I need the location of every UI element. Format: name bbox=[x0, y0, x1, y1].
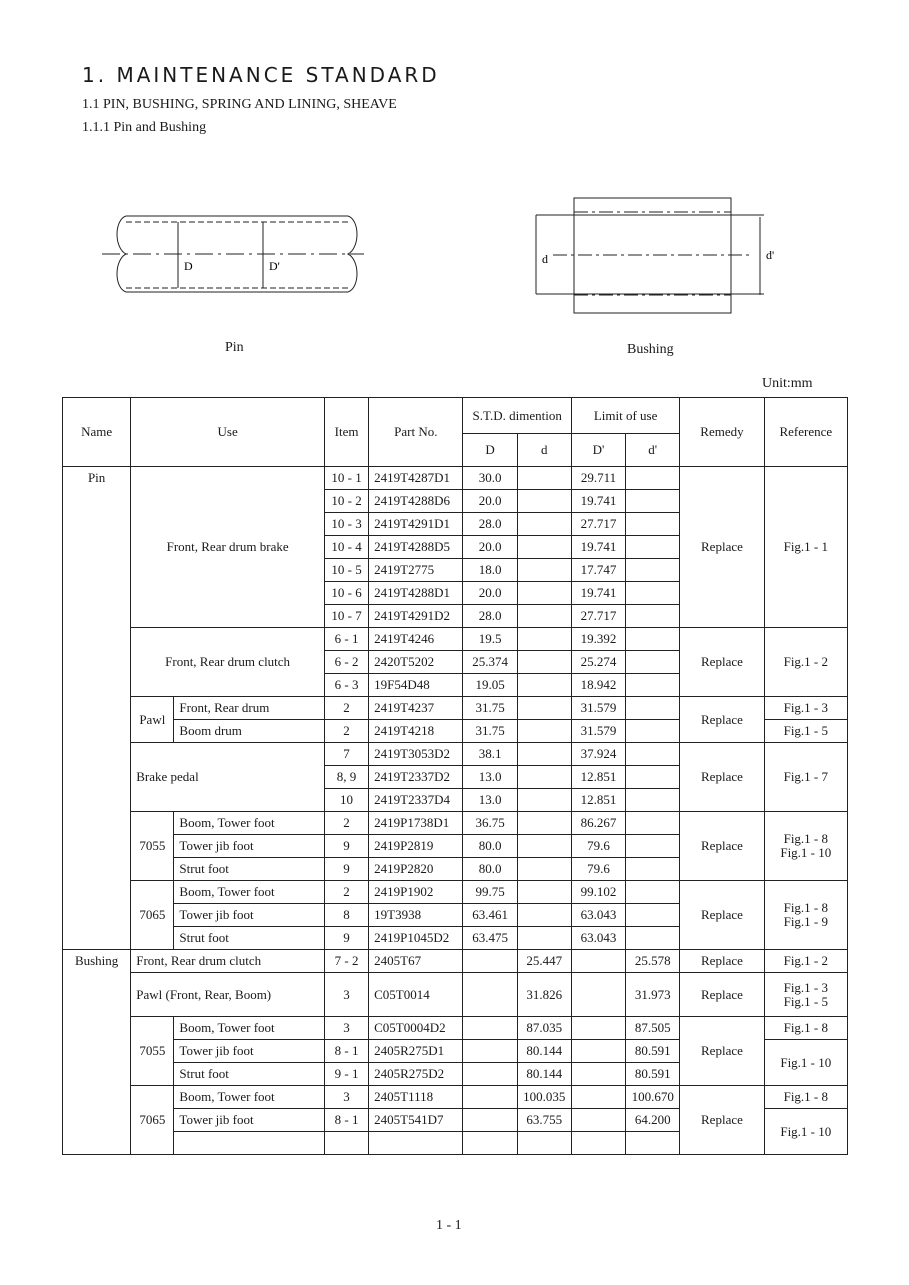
header-Dprime: D' bbox=[571, 434, 625, 467]
remedy-cell: Replace bbox=[680, 1017, 764, 1086]
header-reference: Reference bbox=[764, 398, 847, 467]
cell-Dprime: 37.924 bbox=[571, 743, 625, 766]
cell-D bbox=[463, 1017, 517, 1040]
cell-Dprime: 79.6 bbox=[571, 835, 625, 858]
cell-part: 2419T4291D1 bbox=[369, 513, 463, 536]
cell-item: 9 bbox=[324, 835, 368, 858]
cell-Dprime: 12.851 bbox=[571, 789, 625, 812]
cell-D: 63.475 bbox=[463, 927, 517, 950]
use-strut-foot: Strut foot bbox=[174, 1063, 325, 1086]
reference-cell: Fig.1 - 8 bbox=[764, 1086, 847, 1109]
cell-part: 2419T4218 bbox=[369, 720, 463, 743]
cell-d bbox=[517, 467, 571, 490]
cell-part: 2419T4291D2 bbox=[369, 605, 463, 628]
pin-diagram bbox=[100, 208, 370, 303]
use-tower-jib-foot: Tower jib foot bbox=[174, 904, 325, 927]
cell-D: 20.0 bbox=[463, 536, 517, 559]
cell-part: C05T0014 bbox=[369, 973, 463, 1017]
empty-cell bbox=[324, 1132, 368, 1155]
cell-d bbox=[517, 904, 571, 927]
cell-part: 2419T4288D1 bbox=[369, 582, 463, 605]
cell-D bbox=[463, 1040, 517, 1063]
cell-dprime: 80.591 bbox=[626, 1063, 680, 1086]
bushing-label-d: d bbox=[542, 252, 548, 266]
remedy-cell: Replace bbox=[680, 467, 764, 628]
cell-Dprime: 25.274 bbox=[571, 651, 625, 674]
cell-part: 2419T4288D6 bbox=[369, 490, 463, 513]
remedy-cell: Replace bbox=[680, 743, 764, 812]
cell-part: 2405R275D1 bbox=[369, 1040, 463, 1063]
model-7065: 7065 bbox=[131, 1086, 174, 1155]
cell-item: 7 - 2 bbox=[324, 950, 368, 973]
cell-item: 3 bbox=[324, 1017, 368, 1040]
subsection-heading: 1.1.1 Pin and Bushing bbox=[82, 120, 207, 135]
cell-d: 25.447 bbox=[517, 950, 571, 973]
cell-dprime bbox=[626, 697, 680, 720]
cell-dprime: 100.670 bbox=[626, 1086, 680, 1109]
empty-cell bbox=[517, 1132, 571, 1155]
table-row bbox=[63, 881, 848, 904]
cell-dprime bbox=[626, 559, 680, 582]
cell-dprime bbox=[626, 858, 680, 881]
cell-item: 8 - 1 bbox=[324, 1109, 368, 1132]
table-row bbox=[63, 812, 848, 835]
cell-D bbox=[463, 1086, 517, 1109]
cell-Dprime: 86.267 bbox=[571, 812, 625, 835]
cell-d bbox=[517, 812, 571, 835]
cell-Dprime: 27.717 bbox=[571, 513, 625, 536]
header-dprime: d' bbox=[626, 434, 680, 467]
cell-item: 6 - 3 bbox=[324, 674, 368, 697]
bushing-label-dprime: d' bbox=[766, 248, 775, 262]
cell-d bbox=[517, 490, 571, 513]
use-tower-jib-foot: Tower jib foot bbox=[174, 1040, 325, 1063]
remedy-cell: Replace bbox=[680, 697, 764, 743]
cell-part: 2419P2820 bbox=[369, 858, 463, 881]
cell-d bbox=[517, 513, 571, 536]
table-row bbox=[63, 1017, 848, 1040]
cell-Dprime bbox=[571, 1040, 625, 1063]
cell-dprime bbox=[626, 536, 680, 559]
reference-cell: Fig.1 - 2 bbox=[764, 628, 847, 697]
cell-Dprime: 19.741 bbox=[571, 582, 625, 605]
remedy-cell: Replace bbox=[680, 950, 764, 973]
header-part-no: Part No. bbox=[369, 398, 463, 467]
cell-D: 20.0 bbox=[463, 582, 517, 605]
cell-d bbox=[517, 674, 571, 697]
use-front-rear-drum-clutch: Front, Rear drum clutch bbox=[131, 628, 325, 697]
cell-D bbox=[463, 950, 517, 973]
header-D: D bbox=[463, 434, 517, 467]
cell-part: 2419P2819 bbox=[369, 835, 463, 858]
cell-dprime: 64.200 bbox=[626, 1109, 680, 1132]
cell-item: 8, 9 bbox=[324, 766, 368, 789]
cell-d bbox=[517, 858, 571, 881]
cell-Dprime: 17.747 bbox=[571, 559, 625, 582]
cell-dprime bbox=[626, 513, 680, 536]
cell-dprime bbox=[626, 720, 680, 743]
cell-dprime bbox=[626, 651, 680, 674]
cell-Dprime: 19.741 bbox=[571, 490, 625, 513]
model-7055: 7055 bbox=[131, 812, 174, 881]
reference-fig-1-9: Fig.1 - 9 bbox=[783, 914, 829, 929]
cell-d bbox=[517, 651, 571, 674]
page-title: 1. MAINTENANCE STANDARD bbox=[82, 63, 440, 87]
header-use: Use bbox=[131, 398, 325, 467]
reference-fig-1-8: Fig.1 - 8 bbox=[783, 900, 829, 915]
cell-D: 19.05 bbox=[463, 674, 517, 697]
header-remedy: Remedy bbox=[680, 398, 764, 467]
cell-part: 2419T2775 bbox=[369, 559, 463, 582]
cell-dprime bbox=[626, 835, 680, 858]
cell-item: 2 bbox=[324, 720, 368, 743]
empty-cell bbox=[463, 1132, 517, 1155]
cell-part: 19T3938 bbox=[369, 904, 463, 927]
cell-D: 28.0 bbox=[463, 513, 517, 536]
cell-item: 8 bbox=[324, 904, 368, 927]
cell-dprime bbox=[626, 605, 680, 628]
cell-D: 63.461 bbox=[463, 904, 517, 927]
cell-d: 31.826 bbox=[517, 973, 571, 1017]
cell-part: 2419T2337D2 bbox=[369, 766, 463, 789]
cell-item: 10 - 6 bbox=[324, 582, 368, 605]
cell-D: 99.75 bbox=[463, 881, 517, 904]
cell-part: 2419T4288D5 bbox=[369, 536, 463, 559]
reference-fig-1-8: Fig.1 - 8 bbox=[783, 831, 829, 846]
cell-d: 80.144 bbox=[517, 1063, 571, 1086]
use-boom-tower-foot: Boom, Tower foot bbox=[174, 812, 325, 835]
use-boom-tower-foot: Boom, Tower foot bbox=[174, 881, 325, 904]
bushing-diagram bbox=[528, 195, 788, 320]
table-row bbox=[63, 743, 848, 766]
cell-D: 18.0 bbox=[463, 559, 517, 582]
cell-D: 31.75 bbox=[463, 720, 517, 743]
cell-dprime: 80.591 bbox=[626, 1040, 680, 1063]
pin-label-Dprime: D' bbox=[269, 259, 280, 273]
table-row bbox=[63, 467, 848, 490]
cell-D: 38.1 bbox=[463, 743, 517, 766]
page-number: 1 - 1 bbox=[436, 1218, 462, 1233]
cell-part: 2405T67 bbox=[369, 950, 463, 973]
cell-dprime bbox=[626, 628, 680, 651]
cell-dprime bbox=[626, 766, 680, 789]
reference-cell bbox=[764, 973, 847, 1017]
cell-dprime bbox=[626, 789, 680, 812]
cell-Dprime bbox=[571, 1063, 625, 1086]
cell-item: 10 - 7 bbox=[324, 605, 368, 628]
section-heading: 1.1 PIN, BUSHING, SPRING AND LINING, SHEAVE bbox=[82, 97, 397, 112]
use-pawl-boom-drum: Boom drum bbox=[174, 720, 325, 743]
table-row bbox=[63, 973, 848, 1017]
cell-d bbox=[517, 927, 571, 950]
cell-dprime bbox=[626, 904, 680, 927]
remedy-cell: Replace bbox=[680, 812, 764, 881]
cell-Dprime bbox=[571, 1086, 625, 1109]
remedy-cell: Replace bbox=[680, 1086, 764, 1155]
cell-d bbox=[517, 582, 571, 605]
cell-item: 6 - 1 bbox=[324, 628, 368, 651]
reference-cell: Fig.1 - 1 bbox=[764, 467, 847, 628]
reference-cell: Fig.1 - 10 bbox=[764, 1109, 847, 1155]
cell-item: 8 - 1 bbox=[324, 1040, 368, 1063]
reference-cell: Fig.1 - 2 bbox=[764, 950, 847, 973]
cell-part: 2419P1045D2 bbox=[369, 927, 463, 950]
cell-d: 80.144 bbox=[517, 1040, 571, 1063]
cell-Dprime: 31.579 bbox=[571, 720, 625, 743]
pin-caption: Pin bbox=[225, 340, 244, 355]
cell-item: 10 - 5 bbox=[324, 559, 368, 582]
reference-cell bbox=[764, 812, 847, 881]
cell-dprime bbox=[626, 812, 680, 835]
cell-dprime bbox=[626, 490, 680, 513]
cell-Dprime: 18.942 bbox=[571, 674, 625, 697]
cell-D: 80.0 bbox=[463, 858, 517, 881]
cell-dprime bbox=[626, 582, 680, 605]
cell-part: 2405T1118 bbox=[369, 1086, 463, 1109]
cell-item: 10 - 1 bbox=[324, 467, 368, 490]
empty-cell bbox=[571, 1132, 625, 1155]
group-pin: Pin bbox=[63, 467, 131, 950]
cell-d bbox=[517, 881, 571, 904]
model-7055: 7055 bbox=[131, 1017, 174, 1086]
cell-item: 9 bbox=[324, 927, 368, 950]
cell-item: 3 bbox=[324, 1086, 368, 1109]
cell-d bbox=[517, 697, 571, 720]
pin-label-D: D bbox=[184, 259, 193, 273]
use-strut-foot: Strut foot bbox=[174, 927, 325, 950]
cell-Dprime: 63.043 bbox=[571, 927, 625, 950]
cell-D: 19.5 bbox=[463, 628, 517, 651]
empty-cell bbox=[626, 1132, 680, 1155]
group-bushing: Bushing bbox=[63, 950, 131, 1155]
cell-part: 2419T4237 bbox=[369, 697, 463, 720]
use-front-rear-drum-brake: Front, Rear drum brake bbox=[131, 467, 325, 628]
cell-Dprime: 63.043 bbox=[571, 904, 625, 927]
cell-D: 28.0 bbox=[463, 605, 517, 628]
maintenance-standard-table bbox=[62, 397, 848, 1155]
cell-Dprime: 27.717 bbox=[571, 605, 625, 628]
use-strut-foot: Strut foot bbox=[174, 858, 325, 881]
table-row bbox=[63, 697, 848, 720]
cell-D: 13.0 bbox=[463, 789, 517, 812]
use-pawl: Pawl bbox=[131, 697, 174, 743]
use-brake-pedal: Brake pedal bbox=[131, 743, 325, 812]
cell-d bbox=[517, 628, 571, 651]
use-boom-tower-foot: Boom, Tower foot bbox=[174, 1017, 325, 1040]
cell-D: 13.0 bbox=[463, 766, 517, 789]
cell-d bbox=[517, 559, 571, 582]
cell-dprime bbox=[626, 881, 680, 904]
empty-cell bbox=[369, 1132, 463, 1155]
cell-Dprime: 19.392 bbox=[571, 628, 625, 651]
cell-Dprime bbox=[571, 950, 625, 973]
bushing-caption: Bushing bbox=[627, 342, 674, 357]
table-row bbox=[63, 628, 848, 651]
cell-dprime: 87.505 bbox=[626, 1017, 680, 1040]
cell-D bbox=[463, 1109, 517, 1132]
cell-part: 2419T4246 bbox=[369, 628, 463, 651]
cell-d bbox=[517, 743, 571, 766]
cell-dprime: 31.973 bbox=[626, 973, 680, 1017]
cell-Dprime: 12.851 bbox=[571, 766, 625, 789]
cell-part: 2419T3053D2 bbox=[369, 743, 463, 766]
use-front-rear-drum-clutch: Front, Rear drum clutch bbox=[131, 950, 325, 973]
cell-Dprime: 19.741 bbox=[571, 536, 625, 559]
cell-item: 9 bbox=[324, 858, 368, 881]
cell-item: 2 bbox=[324, 812, 368, 835]
table-row bbox=[63, 950, 848, 973]
cell-part: 2419P1738D1 bbox=[369, 812, 463, 835]
header-item: Item bbox=[324, 398, 368, 467]
unit-label: Unit:mm bbox=[762, 376, 813, 391]
cell-D bbox=[463, 1063, 517, 1086]
cell-part: C05T0004D2 bbox=[369, 1017, 463, 1040]
table-row bbox=[63, 1086, 848, 1109]
reference-cell bbox=[764, 881, 847, 950]
cell-d bbox=[517, 789, 571, 812]
cell-D: 31.75 bbox=[463, 697, 517, 720]
cell-d: 63.755 bbox=[517, 1109, 571, 1132]
cell-D: 36.75 bbox=[463, 812, 517, 835]
cell-item: 10 bbox=[324, 789, 368, 812]
cell-part: 2419T2337D4 bbox=[369, 789, 463, 812]
cell-dprime bbox=[626, 467, 680, 490]
cell-item: 6 - 2 bbox=[324, 651, 368, 674]
use-pawl-front-rear-boom: Pawl (Front, Rear, Boom) bbox=[131, 973, 325, 1017]
cell-item: 10 - 3 bbox=[324, 513, 368, 536]
use-boom-tower-foot: Boom, Tower foot bbox=[174, 1086, 325, 1109]
cell-item: 7 bbox=[324, 743, 368, 766]
remedy-cell: Replace bbox=[680, 628, 764, 697]
cell-d bbox=[517, 536, 571, 559]
cell-Dprime: 99.102 bbox=[571, 881, 625, 904]
cell-part: 2420T5202 bbox=[369, 651, 463, 674]
cell-d bbox=[517, 605, 571, 628]
empty-cell bbox=[174, 1132, 325, 1155]
model-7065: 7065 bbox=[131, 881, 174, 950]
cell-dprime bbox=[626, 674, 680, 697]
cell-part: 2405T541D7 bbox=[369, 1109, 463, 1132]
cell-Dprime bbox=[571, 1109, 625, 1132]
cell-d bbox=[517, 766, 571, 789]
cell-item: 9 - 1 bbox=[324, 1063, 368, 1086]
remedy-cell: Replace bbox=[680, 973, 764, 1017]
cell-Dprime bbox=[571, 1017, 625, 1040]
cell-D: 25.374 bbox=[463, 651, 517, 674]
cell-part: 19F54D48 bbox=[369, 674, 463, 697]
cell-d bbox=[517, 720, 571, 743]
use-tower-jib-foot: Tower jib foot bbox=[174, 1109, 325, 1132]
header-limit: Limit of use bbox=[571, 398, 679, 434]
cell-item: 3 bbox=[324, 973, 368, 1017]
use-pawl-front-rear-drum: Front, Rear drum bbox=[174, 697, 325, 720]
cell-dprime: 25.578 bbox=[626, 950, 680, 973]
reference-fig-1-5: Fig.1 - 5 bbox=[783, 993, 829, 1009]
header-name: Name bbox=[63, 398, 131, 467]
reference-cell: Fig.1 - 8 bbox=[764, 1017, 847, 1040]
cell-item: 10 - 4 bbox=[324, 536, 368, 559]
reference-cell: Fig.1 - 10 bbox=[764, 1040, 847, 1086]
cell-part: 2419T4287D1 bbox=[369, 467, 463, 490]
cell-D bbox=[463, 973, 517, 1017]
cell-d: 87.035 bbox=[517, 1017, 571, 1040]
cell-dprime bbox=[626, 743, 680, 766]
reference-fig-1-3: Fig.1 - 3 bbox=[783, 979, 829, 995]
cell-item: 10 - 2 bbox=[324, 490, 368, 513]
reference-cell: Fig.1 - 3 bbox=[764, 697, 847, 720]
remedy-cell: Replace bbox=[680, 881, 764, 950]
cell-Dprime: 79.6 bbox=[571, 858, 625, 881]
reference-fig-1-10: Fig.1 - 10 bbox=[780, 845, 832, 860]
reference-cell: Fig.1 - 7 bbox=[764, 743, 847, 812]
cell-dprime bbox=[626, 927, 680, 950]
cell-D: 80.0 bbox=[463, 835, 517, 858]
use-tower-jib-foot: Tower jib foot bbox=[174, 835, 325, 858]
cell-item: 2 bbox=[324, 881, 368, 904]
cell-Dprime: 31.579 bbox=[571, 697, 625, 720]
cell-D: 20.0 bbox=[463, 490, 517, 513]
cell-D: 30.0 bbox=[463, 467, 517, 490]
cell-Dprime bbox=[571, 973, 625, 1017]
cell-part: 2419P1902 bbox=[369, 881, 463, 904]
cell-d bbox=[517, 835, 571, 858]
header-d: d bbox=[517, 434, 571, 467]
cell-d: 100.035 bbox=[517, 1086, 571, 1109]
reference-cell: Fig.1 - 5 bbox=[764, 720, 847, 743]
table-header-row bbox=[63, 398, 848, 434]
header-std: S.T.D. dimention bbox=[463, 398, 571, 434]
cell-Dprime: 29.711 bbox=[571, 467, 625, 490]
cell-part: 2405R275D2 bbox=[369, 1063, 463, 1086]
cell-item: 2 bbox=[324, 697, 368, 720]
